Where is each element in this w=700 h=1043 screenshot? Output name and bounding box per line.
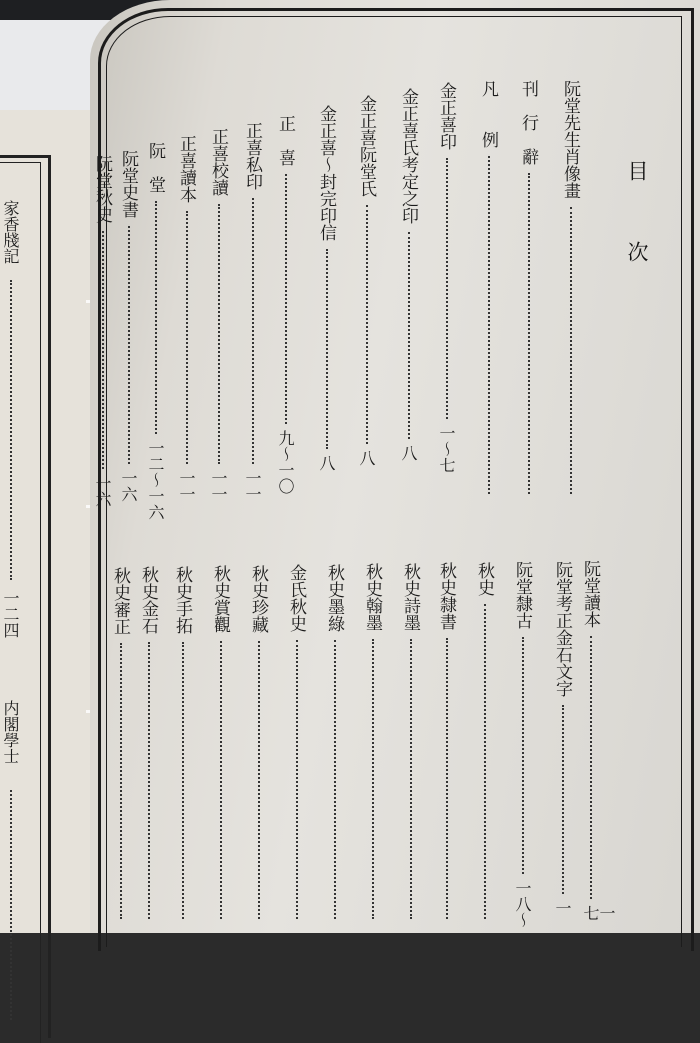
upper-entry-leader: [128, 226, 130, 464]
lower-entry-leader: [258, 641, 260, 919]
lower-entry-title: 金氏秋史: [286, 564, 306, 632]
upper-entry-title: 刊 行 辭: [518, 80, 538, 165]
lower-entry-title: 秋史珍藏: [248, 565, 268, 633]
lower-entry-title: 秋史詩墨: [400, 563, 420, 631]
lower-entry-title: 阮堂考正金石文字: [552, 561, 572, 697]
lower-entry-title: 秋史賞觀: [210, 565, 230, 633]
upper-entry-title: 凡 例: [478, 80, 498, 148]
lower-entry-title: 阮堂讀本: [580, 560, 600, 628]
lower-entry-page: 一七: [581, 905, 616, 921]
upper-entry-leader: [408, 232, 410, 439]
upper-entry-title: 阮堂秋史: [92, 155, 112, 223]
upper-entry-leader: [366, 205, 368, 444]
lower-entry-leader: [590, 636, 592, 899]
upper-entry-title: 正喜校讀: [208, 128, 228, 196]
lower-entry-title: 秋史審正: [110, 567, 130, 635]
upper-entry-page: 九〜一〇: [276, 430, 295, 494]
lower-entry-page: 一八〜: [513, 880, 532, 928]
lower-entry-title: 秋史: [474, 562, 494, 596]
upper-entry-page: 一六: [93, 475, 112, 507]
lower-entry-leader: [296, 640, 298, 919]
lower-entry-leader: [562, 705, 564, 894]
upper-entry-page: 八: [399, 445, 418, 461]
upper-entry-title: 金正喜氏考定之印: [398, 88, 418, 224]
left-entry-leader: [10, 280, 12, 580]
upper-entry-page: 一六: [119, 470, 138, 502]
upper-entry-leader: [326, 249, 328, 449]
lower-entry-title: 秋史隸書: [436, 562, 456, 630]
upper-entry-leader: [252, 198, 254, 464]
upper-entry-title: 阮堂先生肖像畫: [560, 80, 580, 199]
lower-entry-title: 秋史墨綠: [324, 564, 344, 632]
upper-entry-title: 阮 堂: [145, 142, 165, 193]
upper-entry-leader: [218, 204, 220, 464]
upper-entry-page: 八: [317, 455, 336, 471]
upper-entry-title: 正喜讀本: [176, 135, 196, 203]
upper-entry-page: 一二〜一六: [146, 440, 165, 520]
upper-entry-page: 一一: [243, 470, 262, 502]
lower-entry-leader: [120, 643, 122, 919]
lower-entry-leader: [334, 640, 336, 919]
upper-entry-page: 八: [357, 450, 376, 466]
upper-entry-leader: [488, 156, 490, 494]
left-entry-title: 家香牋記: [1, 200, 20, 264]
lower-entry-leader: [372, 639, 374, 919]
upper-entry-title: 金正喜阮堂氏: [356, 95, 376, 197]
upper-entry-leader: [528, 173, 530, 494]
upper-entry-title: 阮堂史書: [118, 150, 138, 218]
upper-entry-leader: [446, 158, 448, 419]
upper-entry-page: 一一: [209, 470, 228, 502]
upper-entry-leader: [155, 201, 157, 434]
lower-entry-title: 阮堂隸古: [512, 561, 532, 629]
lower-entry-title: 秋史翰墨: [362, 563, 382, 631]
upper-entry-leader: [186, 211, 188, 464]
upper-entry-title: 正 喜: [275, 115, 295, 166]
lower-entry-leader: [446, 638, 448, 919]
left-entry-page: 一二四: [1, 590, 20, 638]
lower-entry-leader: [182, 642, 184, 919]
lower-entry-page: 一: [553, 900, 572, 916]
upper-entry-leader: [570, 207, 572, 494]
upper-entry-title: 正喜私印: [242, 122, 262, 190]
upper-entry-page: 一〜七: [437, 425, 456, 473]
left-entry-title: 内閣學士: [1, 700, 20, 764]
lower-entry-title: 秋史金石: [138, 566, 158, 634]
left-page: [0, 110, 92, 933]
upper-entry-leader: [102, 231, 104, 469]
lower-entry-leader: [148, 642, 150, 919]
lower-entry-title: 秋史手拓: [172, 566, 192, 634]
upper-entry-leader: [285, 174, 287, 424]
lower-entry-leader: [220, 641, 222, 919]
left-entry-leader: [10, 790, 12, 1020]
upper-entry-page: 一一: [177, 470, 196, 502]
lower-entry-leader: [410, 639, 412, 919]
lower-entry-leader: [522, 637, 524, 874]
page-title: 目次: [625, 160, 649, 322]
upper-entry-title: 金正喜〜封完印信: [316, 105, 336, 241]
lower-entry-leader: [484, 604, 486, 919]
upper-entry-title: 金正喜印: [436, 82, 456, 150]
